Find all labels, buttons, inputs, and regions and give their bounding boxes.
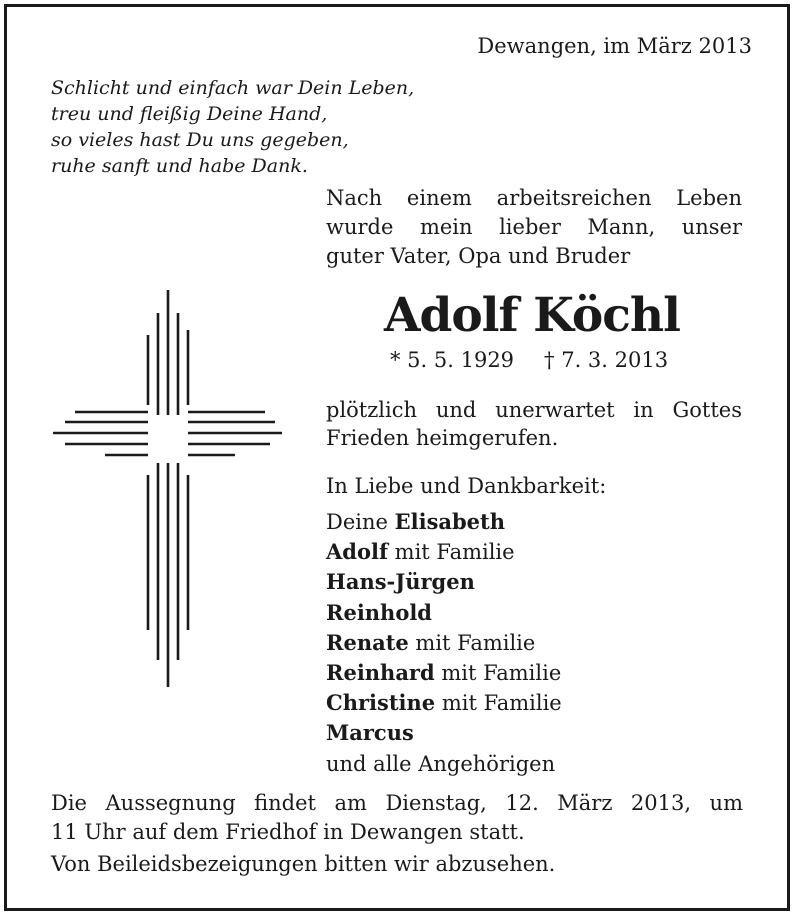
- intro-line: Nach einem arbeitsreichen Leben: [326, 186, 742, 210]
- passing-text: [326, 396, 742, 452]
- mourner-name: Adolf: [326, 539, 388, 565]
- mourner-prefix: Deine: [326, 510, 395, 534]
- mourner-line: [326, 718, 562, 748]
- place-date: Dewangen, im März 2013: [477, 34, 752, 58]
- life-dates: [390, 348, 668, 372]
- mourner-name: Reinhard: [326, 660, 435, 686]
- service-line: Die Aussegnung findet am Dienstag, 12. März 2013, um: [51, 791, 743, 815]
- mourner-line: [326, 749, 562, 779]
- mourner-line: [326, 537, 562, 567]
- mourner-suffix: mit Familie: [435, 691, 562, 716]
- mourner-name: Reinhold: [326, 599, 432, 625]
- mourner-suffix: mit Familie: [434, 661, 562, 686]
- mourner-line: [326, 598, 562, 628]
- poem-line: treu und fleißig Deine Hand,: [51, 103, 328, 125]
- mourner-name: Renate: [326, 629, 409, 655]
- service-line: 11 Uhr auf dem Friedhof in Dewangen statt.: [51, 820, 525, 844]
- mourner-name: Elisabeth: [394, 509, 506, 534]
- birth-date: * 5. 5. 1929: [390, 348, 515, 372]
- poem-line: Schlicht und einfach war Dein Leben,: [51, 77, 415, 99]
- mourner-line: [326, 688, 562, 718]
- mourner-line: [326, 628, 562, 658]
- passing-line: plötzlich und unerwartet in Gottes: [326, 398, 742, 422]
- intro-line: guter Vater, Opa und Bruder: [326, 244, 631, 268]
- deceased-name: Adolf Köchl: [384, 288, 680, 343]
- mourner-name: Christine: [326, 690, 436, 716]
- mourner-suffix: mit Familie: [388, 540, 515, 565]
- mourners-list: [326, 507, 562, 779]
- signoff: In Liebe und Dankbarkeit:: [326, 474, 607, 498]
- mourner-name: Marcus: [326, 720, 414, 746]
- passing-line: Frieden heimgerufen.: [326, 426, 559, 450]
- mourner-prefix: und alle Angehörigen: [326, 751, 556, 776]
- intro-text: [326, 184, 742, 271]
- condolence-request: Von Beileidsbezeigungen bitten wir abzusehen.: [51, 852, 556, 876]
- cross-icon: [50, 285, 286, 691]
- poem-line: ruhe sanft und habe Dank.: [51, 155, 308, 177]
- poem: [51, 75, 414, 179]
- service-notice: [51, 789, 743, 847]
- death-date: † 7. 3. 2013: [544, 348, 669, 372]
- mourner-name: Hans-Jürgen: [326, 569, 475, 595]
- mourner-line: [326, 507, 562, 537]
- intro-line: wurde mein lieber Mann, unser: [326, 215, 742, 239]
- mourner-line: [326, 567, 562, 597]
- mourner-line: [326, 658, 562, 688]
- poem-line: so vieles hast Du uns gegeben,: [51, 129, 349, 151]
- mourner-suffix: mit Familie: [408, 630, 536, 655]
